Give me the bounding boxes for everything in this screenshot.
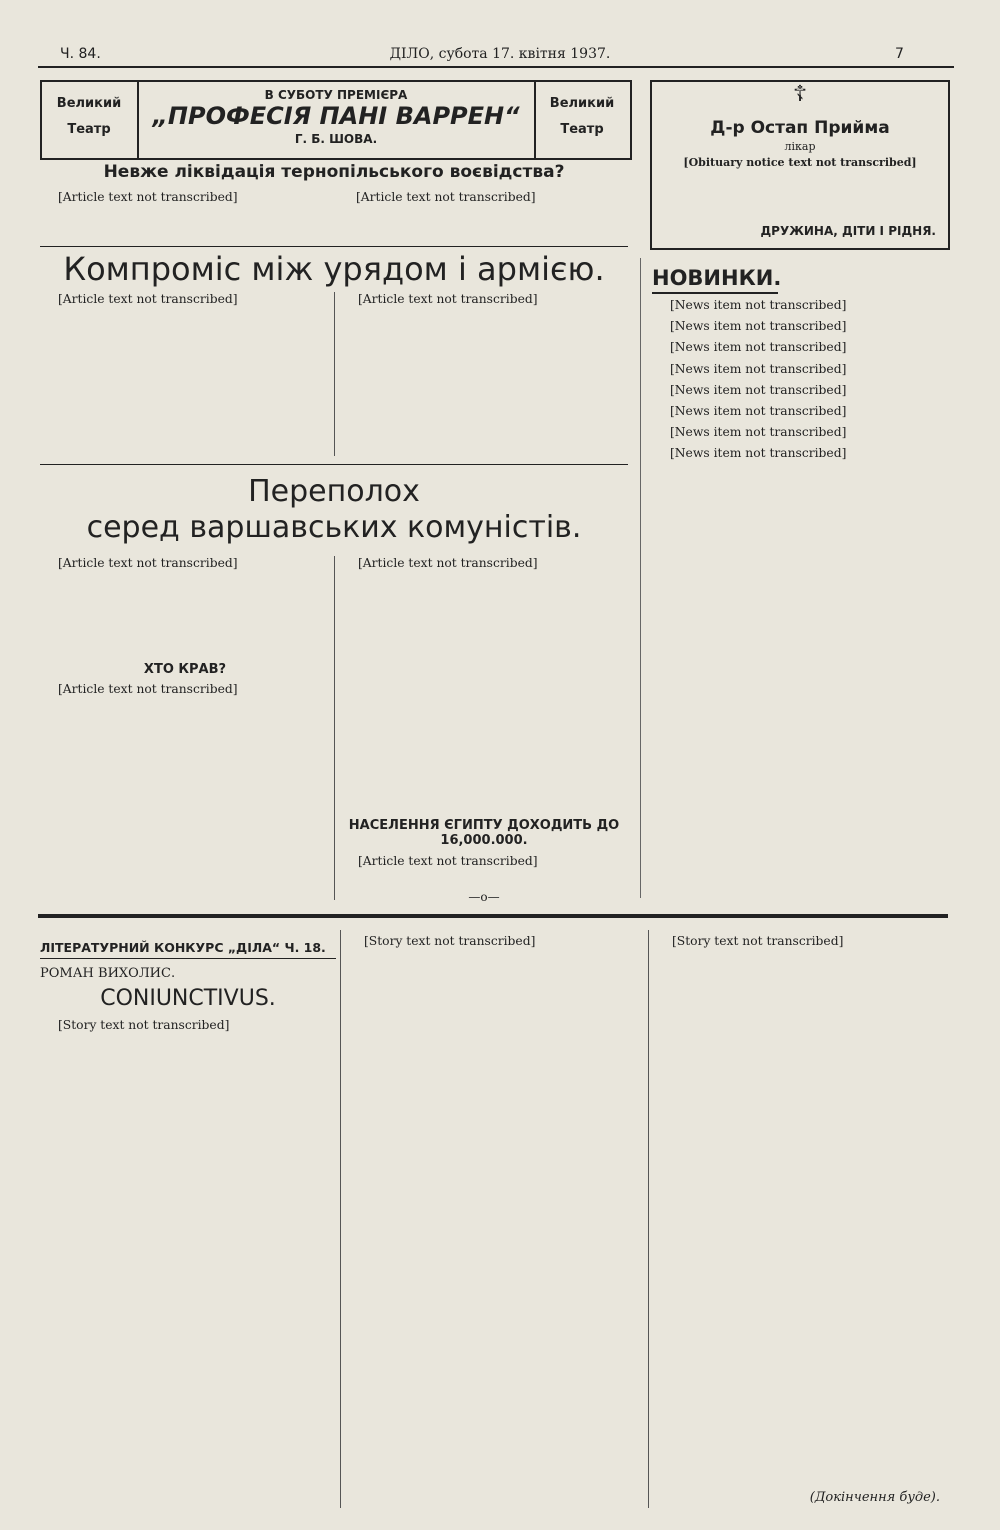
news-item: [News item not transcribed] xyxy=(670,425,847,440)
story-col1 xyxy=(40,1018,336,1508)
story-col3-text: [Story text not transcribed] xyxy=(672,934,844,948)
story-col1-text: [Story text not transcribed] xyxy=(58,1018,230,1032)
article2-col1-text: [Article text not transcribed] xyxy=(58,292,238,306)
article2-col2-text: [Article text not transcribed] xyxy=(358,292,538,306)
article1-title: Невже ліквідація тернопільського воєвідства? xyxy=(103,162,565,182)
story-col3 xyxy=(654,934,948,1482)
article2-col2 xyxy=(340,292,628,456)
obituary-signoff: ДРУЖИНА, ДІТИ І РІДНЯ. xyxy=(760,224,936,238)
issue-number: Ч. 84. xyxy=(60,46,101,62)
theatre-divider-right xyxy=(534,82,536,158)
obituary-role: лікар xyxy=(784,140,816,153)
column-divider xyxy=(648,930,649,1508)
theatre-left-bottom: Театр xyxy=(67,122,111,137)
article1-rule xyxy=(40,246,628,247)
article1-col1-text: [Article text not transcribed] xyxy=(58,190,238,204)
theatre-premiere: В СУБОТУ ПРЕМІЄРА xyxy=(264,88,408,102)
story-ending: (Докінчення буде). xyxy=(809,1490,940,1505)
article2-col1 xyxy=(40,292,330,456)
novynky-list xyxy=(652,298,948,898)
header-rule xyxy=(38,66,954,68)
column-divider xyxy=(334,556,335,900)
column-divider xyxy=(640,258,641,898)
article2-rule xyxy=(40,464,628,465)
theatre-left-top: Великий xyxy=(56,96,122,111)
obituary-text: [Obituary notice text not transcribed] xyxy=(683,156,917,169)
cross-icon: ☦ xyxy=(792,82,808,107)
news-item: [News item not transcribed] xyxy=(670,404,847,419)
article3-col1-bottom xyxy=(40,682,330,900)
article1-col2-text: [Article text not transcribed] xyxy=(356,190,536,204)
egypt-col xyxy=(340,854,628,890)
article3-col2 xyxy=(340,556,628,812)
novynky-underline xyxy=(652,292,778,294)
egypt-text: [Article text not transcribed] xyxy=(358,854,538,868)
column-divider xyxy=(340,930,341,1508)
page-number: 7 xyxy=(895,46,904,62)
article3-col1-text: [Article text not transcribed] xyxy=(58,556,238,570)
article3-subhead: ХТО КРАВ? xyxy=(143,662,227,677)
theatre-right-bottom: Театр xyxy=(560,122,604,137)
section-separator: —о— xyxy=(468,890,500,904)
section-rule xyxy=(38,914,948,918)
article3-title-line1: Переполох xyxy=(248,474,420,509)
obituary-box xyxy=(650,80,950,250)
theatre-ad xyxy=(40,80,632,160)
article3-col1-bottom-text: [Article text not transcribed] xyxy=(58,682,238,696)
news-item: [News item not transcribed] xyxy=(670,319,847,334)
article3-col2-text: [Article text not transcribed] xyxy=(358,556,538,570)
column-divider xyxy=(334,292,335,456)
article3-title-line2: серед варшавських комуністів. xyxy=(86,510,582,545)
theatre-divider-left xyxy=(137,82,139,158)
article2-title: Компроміс між урядом і армією. xyxy=(63,250,605,288)
story-contest: ЛІТЕРАТУРНИЙ КОНКУРС „ДІЛА“ Ч. 18. xyxy=(40,940,326,955)
theatre-author: Г. Б. ШОВА. xyxy=(294,132,378,146)
masthead-date: ДІЛО, субота 17. квітня 1937. xyxy=(389,46,611,62)
novynky-title: НОВИНКИ. xyxy=(652,266,782,290)
egypt-title: НАСЕЛЕННЯ ЄГИПТУ ДОХОДИТЬ ДО 16,000.000. xyxy=(348,818,620,848)
story-col2 xyxy=(346,934,642,1508)
story-subtitle: РОМАН ВИХОЛИС. xyxy=(40,966,176,981)
story-col2-text: [Story text not transcribed] xyxy=(364,934,536,948)
article1-col1 xyxy=(40,190,328,242)
news-item: [News item not transcribed] xyxy=(670,382,847,397)
theatre-right-top: Великий xyxy=(549,96,615,111)
news-item: [News item not transcribed] xyxy=(670,446,847,461)
article3-col1-top xyxy=(40,556,330,656)
news-item: [News item not transcribed] xyxy=(670,298,847,312)
news-item: [News item not transcribed] xyxy=(670,361,847,376)
news-item: [News item not transcribed] xyxy=(670,340,847,355)
article1-col2 xyxy=(338,190,626,242)
story-title: CONIUNCTIVUS. xyxy=(100,986,276,1011)
obituary-name: Д-р Остап Прийма xyxy=(710,118,890,138)
theatre-title: „ПРОФЕСІЯ ПАНІ ВАРРЕН“ xyxy=(152,102,520,130)
story-contest-rule xyxy=(40,958,336,959)
